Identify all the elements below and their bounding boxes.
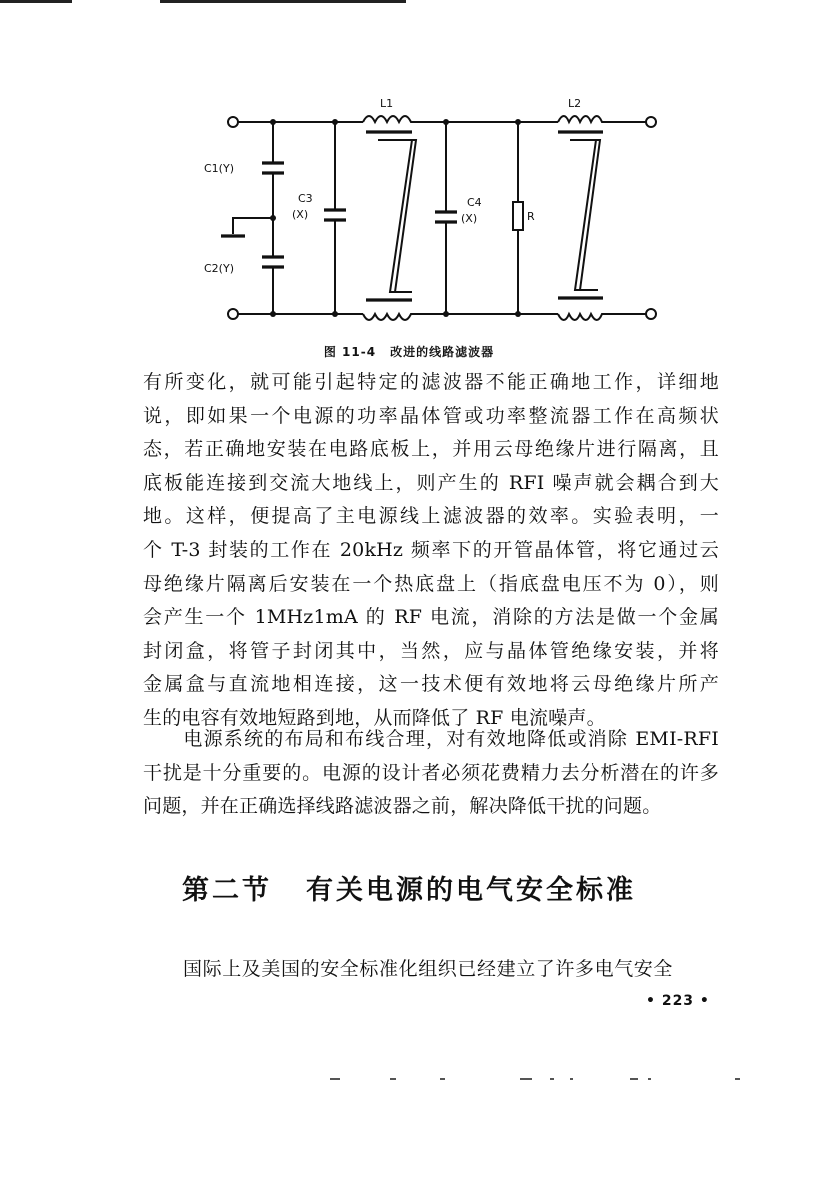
terminal-top-left — [228, 117, 238, 127]
paragraph-line: 有所变化，就可能引起特定的滤波器不能正确地工作，详细地 — [143, 371, 719, 393]
page-number: • 223 • — [646, 993, 710, 1009]
c3-type-label: (X) — [292, 208, 309, 221]
figure-caption-title: 改进的线路滤波器 — [390, 345, 495, 359]
paragraph-line: 电源系统的布局和布线合理，对有效地降低或消除 EMI-RFI — [143, 728, 719, 750]
paragraph-line: 封闭盒，将管子封闭其中，当然，应与晶体管绝缘安装，并将 — [143, 639, 719, 662]
c4-type-label: (X) — [461, 212, 478, 225]
terminal-bottom-left — [228, 309, 238, 319]
figure-caption-number: 图 11-4 — [323, 345, 377, 359]
l1-common-mode-choke — [363, 116, 416, 320]
scan-edge-rule-right — [160, 0, 406, 3]
paragraph-line: 金属盒与直流地相连接，这一技术便有效地将云母绝缘片所产 — [143, 673, 719, 696]
paragraph-line: 母绝缘片隔离后安装在一个热底盘上（指底盘电压不为 0），则 — [143, 572, 719, 595]
terminal-top-right — [646, 117, 656, 127]
paragraph-line: 地。这样，便提高了主电源线上滤波器的效率。实验表明，一 — [143, 505, 719, 528]
paragraph-line: 问题，并在正确选择线路滤波器之前，解决降低干扰的问题。 — [143, 795, 662, 818]
body-paragraph-2 — [143, 723, 719, 824]
paragraph-line: 个 T-3 封装的工作在 20kHz 频率下的开管晶体管，将它通过云 — [143, 538, 719, 561]
paragraph-line: 干扰是十分重要的。电源的设计者必须花费精力去分析潜在的许多 — [143, 761, 719, 784]
section-heading — [0, 868, 818, 907]
c1-label: C1(Y) — [204, 162, 234, 175]
paragraph-line: 底板能连接到交流大地线上，则产生的 RFI 噪声就会耦合到大 — [143, 471, 719, 494]
l1-label: L1 — [380, 97, 394, 110]
section-title: 有关电源的电气安全标准 — [306, 875, 636, 906]
l2-common-mode-choke — [558, 116, 603, 320]
scan-noise — [330, 1078, 750, 1084]
c3-capacitor — [324, 122, 346, 314]
scan-edge-rule-left — [0, 0, 72, 3]
section-number: 第二节 — [182, 875, 272, 906]
r-label: R — [527, 210, 535, 223]
paragraph-line: 说，即如果一个电源的功率晶体管或功率整流器工作在高频状 — [143, 404, 719, 427]
figure-caption — [0, 343, 818, 360]
c4-label: C4 — [467, 196, 482, 209]
c2-label: C2(Y) — [204, 262, 234, 275]
r-resistor — [513, 122, 523, 314]
c3-label: C3 — [298, 192, 313, 205]
body-paragraph-3: 国际上及美国的安全标准化组织已经建立了许多电气安全 — [183, 958, 674, 980]
l2-label: L2 — [568, 97, 582, 110]
body-paragraph-1 — [143, 366, 719, 736]
paragraph-line: 态，若正确地安装在电路底板上，并用云母绝缘片进行隔离，且 — [143, 438, 719, 461]
c4-capacitor — [435, 122, 457, 314]
paragraph-line: 会产生一个 1MHz1mA 的 RF 电流，消除的方法是做一个金属 — [143, 606, 719, 629]
paragraph-line: 生的电容有效地短路到地，从而降低了 RF 电流噪声。 — [143, 706, 606, 729]
terminal-bottom-right — [646, 309, 656, 319]
line-filter-circuit-diagram — [204, 92, 668, 332]
